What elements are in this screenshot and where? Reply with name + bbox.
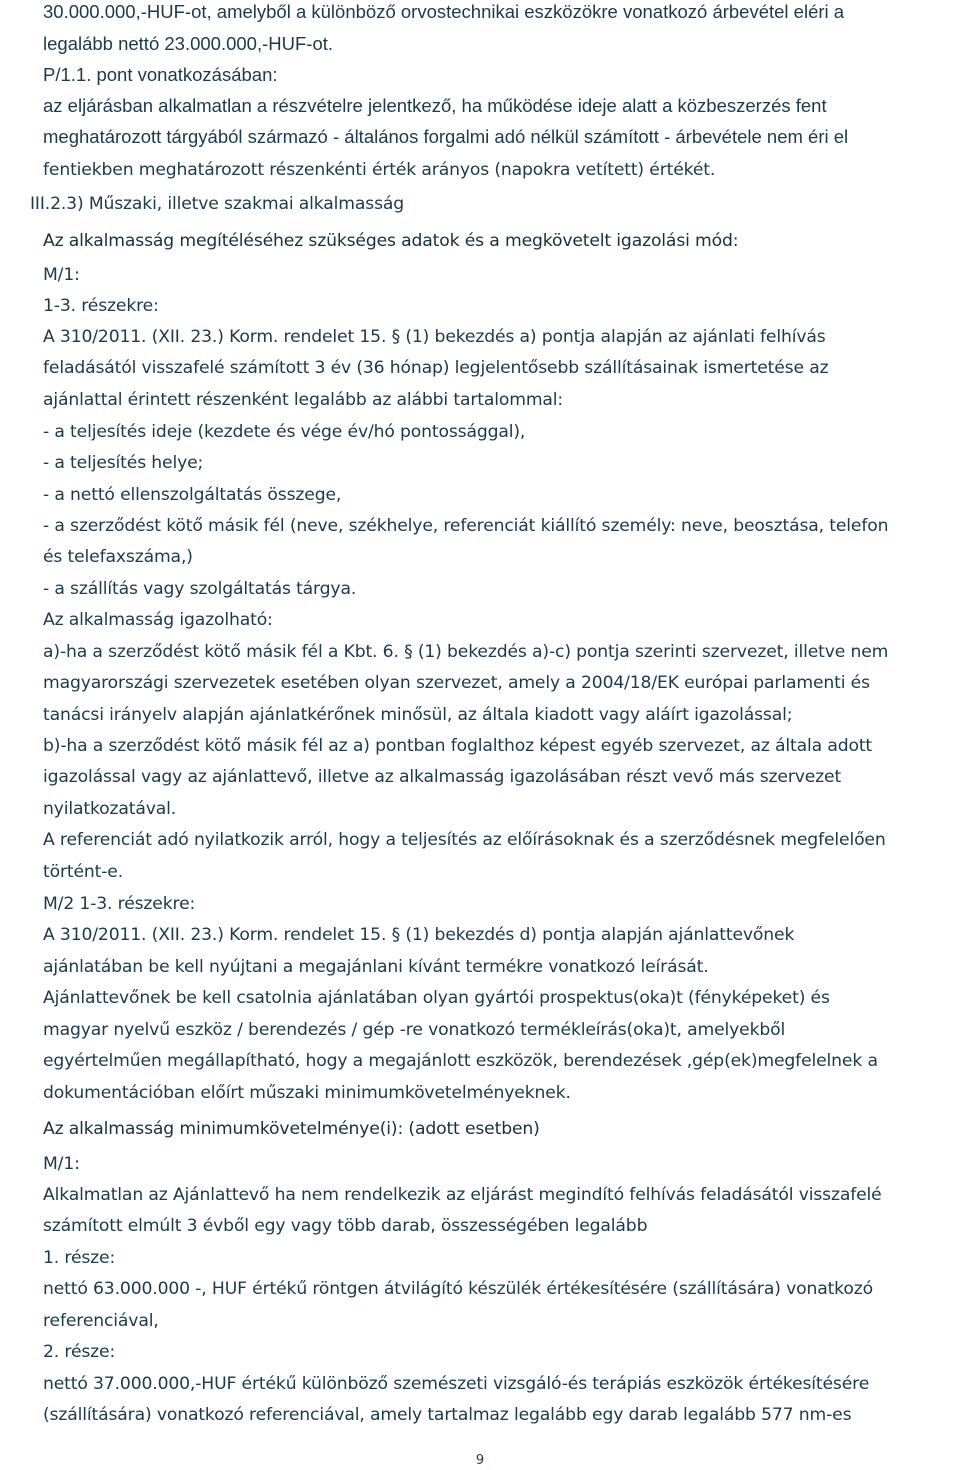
text-line: - a szállítás vagy szolgáltatás tárgya. <box>43 579 357 599</box>
text-line: az eljárásban alkalmatlan a részvételre jelentkező, ha működése ideje alatt a közbeszerzés fent <box>43 95 827 116</box>
text-line: - a szerződést kötő másik fél (neve, székhelye, referenciát kiállító személy: neve, beosztása, telefon <box>43 516 889 536</box>
text-line: magyar nyelvű eszköz / berendezés / gép -re vonatkozó termékleírás(oka)t, amelyekből <box>43 1020 786 1040</box>
text-line: P/1.1. pont vonatkozásában: <box>43 64 278 85</box>
text-line: legalább nettó 23.000.000,-HUF-ot. <box>43 33 334 54</box>
text-line: igazolással vagy az ajánlattevő, illetve az alkalmasság igazolásában részt vevő más szervezet <box>43 767 842 787</box>
text-line: - a nettó ellenszolgáltatás összege, <box>43 485 342 505</box>
text-line: dokumentációban előírt műszaki minimumkövetelményeknek. <box>43 1083 571 1103</box>
text-line: Az alkalmasság minimumkövetelménye(i): (adott esetben) <box>43 1119 540 1139</box>
text-line: 1-3. részekre: <box>43 296 159 316</box>
text-line: - a teljesítés ideje (kezdete és vége év/hó pontossággal), <box>43 422 526 442</box>
text-line: történt-e. <box>43 862 124 882</box>
text-line: referenciával, <box>43 1311 159 1331</box>
text-line: Az alkalmasság megítéléséhez szükséges adatok és a megkövetelt igazolási mód: <box>43 231 739 251</box>
text-line: M/2 1-3. részekre: <box>43 894 196 914</box>
text-line: nettó 63.000.000 -, HUF értékű röntgen átvilágító készülék értékesítésére (szállítására) vonatkozó <box>43 1279 873 1299</box>
text-line: nyilatkozatával. <box>43 799 177 819</box>
text-line: 2. része: <box>43 1342 116 1362</box>
section-heading: III.2.3) Műszaki, illetve szakmai alkalmasság <box>30 194 405 214</box>
text-line: Ajánlattevőnek be kell csatolnia ajánlatában olyan gyártói prospektus(oka)t (fényképeket) és <box>43 988 830 1008</box>
text-line: M/1: <box>43 1154 80 1174</box>
text-line: (szállítására) vonatkozó referenciával, amely tartalmaz legalább egy darab legalább 577 nm-es <box>43 1405 852 1425</box>
text-line: A 310/2011. (XII. 23.) Korm. rendelet 15. § (1) bekezdés a) pontja alapján az ajánlati felhívás <box>43 327 826 347</box>
text-line: a)-ha a szerződést kötő másik fél a Kbt. 6. § (1) bekezdés a)-c) pontja szerinti szervezet, illetve nem <box>43 642 889 662</box>
text-line: 30.000.000,-HUF-ot, amelyből a különböző orvostechnikai eszközökre vonatkozó árbevétel eléri a <box>43 1 845 22</box>
text-line: Az alkalmasság igazolható: <box>43 610 273 630</box>
page-number: 9 <box>475 1453 485 1468</box>
text-line: magyarországi szervezetek esetében olyan szervezet, amely a 2004/18/EK európai parlamenti és <box>43 673 870 693</box>
text-line: b)-ha a szerződést kötő másik fél az a) pontban foglalthoz képest egyéb szervezet, az általa adott <box>43 736 873 756</box>
text-line: tanácsi irányelv alapján ajánlatkérőnek minősül, az általa kiadott vagy aláírt igazolással; <box>43 705 793 725</box>
text-line: Alkalmatlan az Ajánlattevő ha nem rendelkezik az eljárást megindító felhívás feladásától visszafelé <box>43 1185 882 1205</box>
text-line: M/1: <box>43 265 80 285</box>
text-line: meghatározott tárgyából származó - általános forgalmi adó nélkül számított - árbevétele nem éri el <box>43 126 849 147</box>
text-line: számított elmúlt 3 évből egy vagy több darab, összességében legalább <box>43 1216 648 1236</box>
text-line: feladásától visszafelé számított 3 év (36 hónap) legjelentősebb szállításainak ismertetése az <box>43 358 829 378</box>
text-line: - a teljesítés helye; <box>43 453 204 473</box>
text-line: ajánlatában be kell nyújtani a megajánlani kívánt termékre vonatkozó leírását. <box>43 957 709 977</box>
text-line: A 310/2011. (XII. 23.) Korm. rendelet 15. § (1) bekezdés d) pontja alapján ajánlattevőnek <box>43 925 795 945</box>
text-line: nettó 37.000.000,-HUF értékű különböző szemészeti vizsgáló-és terápiás eszközök értékesítésére <box>43 1374 870 1394</box>
text-line: A referenciát adó nyilatkozik arról, hogy a teljesítés az előírásoknak és a szerződésnek megfelelően <box>43 830 886 850</box>
text-line: fentiekben meghatározott részenkénti érték arányos (napokra vetített) értékét. <box>43 160 716 180</box>
text-line: 1. része: <box>43 1248 116 1268</box>
text-line: és telefaxszáma,) <box>43 547 193 567</box>
text-line: ajánlattal érintett részenként legalább az alábbi tartalommal: <box>43 390 564 410</box>
text-line: egyértelműen megállapítható, hogy a megajánlott eszközök, berendezések ,gép(ek)megfelelnek a <box>43 1051 878 1071</box>
